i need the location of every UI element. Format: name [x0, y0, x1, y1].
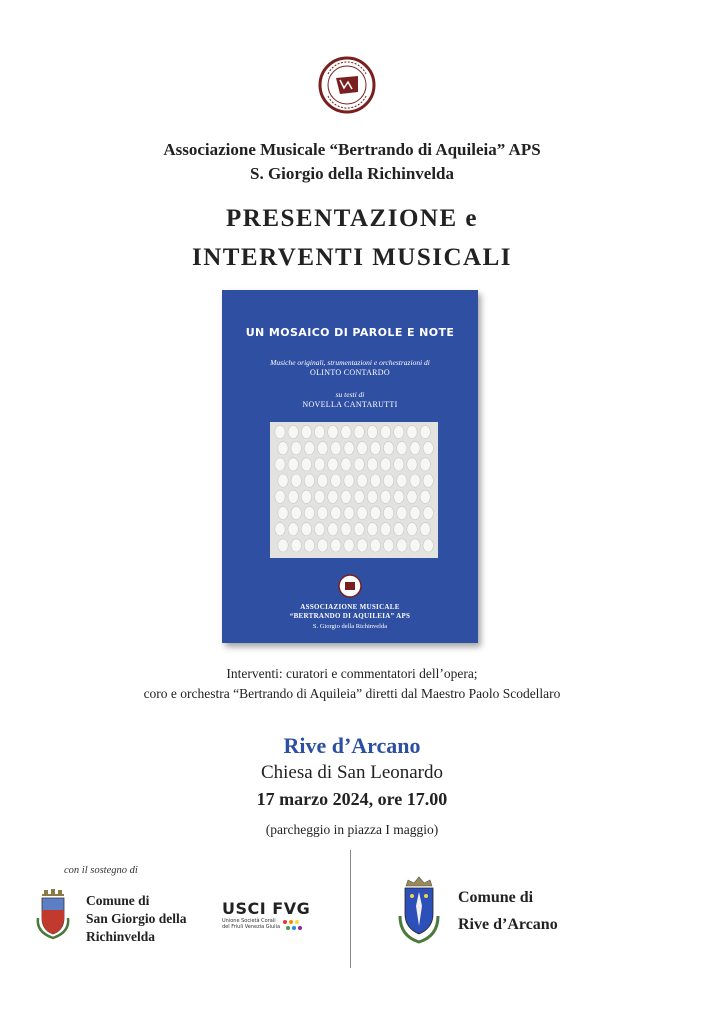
mosaic-tile [341, 425, 351, 438]
mosaic-tile [288, 490, 298, 503]
mosaic-tile [328, 523, 338, 536]
mosaic-tile [317, 442, 327, 455]
mosaic-tile [410, 442, 420, 455]
event-place: Rive d’Arcano [283, 733, 421, 758]
mosaic-tile [304, 442, 314, 455]
mosaic-tile [301, 425, 311, 438]
mosaic-tile [370, 442, 380, 455]
usci-subtitle-line1: Unione Società Corali [222, 918, 276, 924]
mosaic-tile [331, 474, 341, 487]
mosaic-tile [291, 474, 301, 487]
mosaic-tile [275, 458, 285, 471]
mosaic-tile [380, 425, 390, 438]
mosaic-tile [301, 458, 311, 471]
mosaic-tile [331, 506, 341, 519]
book-publisher-town: S. Giorgio della Richinvelda [312, 623, 388, 630]
mosaic-tile [328, 425, 338, 438]
mosaic-tile [288, 458, 298, 471]
interventi-line2: coro e orchestra “Bertrando di Aquileia” diretti dal Maestro Paolo Scodellaro [143, 686, 561, 701]
mosaic-tile [407, 523, 417, 536]
mosaic-tile [380, 523, 390, 536]
mosaic-tile [397, 442, 407, 455]
mosaic-tile [344, 506, 354, 519]
comune1-line1: Comune di [86, 893, 150, 908]
mosaic-tile [367, 425, 377, 438]
event-datetime: 17 marzo 2024, ore 17.00 [256, 789, 448, 809]
mosaic-tile [288, 425, 298, 438]
mosaic-tile [380, 458, 390, 471]
mosaic-tile [275, 425, 285, 438]
association-name: Associazione Musicale “Bertrando di Aquileia” APS [163, 140, 541, 159]
mosaic-tile [278, 442, 288, 455]
usci-fvg-logo [222, 899, 310, 930]
mosaic-tile [420, 425, 430, 438]
mosaic-tile [397, 474, 407, 487]
mosaic-tile [354, 458, 364, 471]
mosaic-tile [367, 458, 377, 471]
usci-subtitle-line2: del Friuli Venezia Giulia [222, 924, 281, 930]
mosaic-tile [328, 458, 338, 471]
san-giorgio-coat-of-arms-icon [34, 888, 72, 940]
mosaic-tile [291, 442, 301, 455]
mosaic-tile [304, 474, 314, 487]
mosaic-tile [383, 442, 393, 455]
book-subtitle: Musiche originali, strumentazioni e orchestrazioni di [270, 358, 430, 367]
usci-wordmark: USCI FVG [222, 899, 311, 918]
mosaic-tile [397, 506, 407, 519]
association-town: S. Giorgio della Richinvelda [249, 164, 455, 183]
interventi-line1: Interventi: curatori e commentatori dell’opera; [226, 666, 478, 681]
mosaic-tile [288, 523, 298, 536]
mosaic-tile [420, 523, 430, 536]
mosaic-tile [420, 490, 430, 503]
comune-rive-arcano-name [458, 884, 558, 938]
mosaic-tile [394, 523, 404, 536]
event-parking-note: (parcheggio in piazza I maggio) [265, 822, 439, 837]
mosaic-tile [383, 474, 393, 487]
mosaic-tile [394, 490, 404, 503]
mosaic-tile [278, 506, 288, 519]
mosaic-tile [301, 490, 311, 503]
mosaic-tile [344, 539, 354, 552]
mosaic-tile [423, 506, 433, 519]
book-seal-logo [338, 574, 362, 598]
mosaic-tile [314, 490, 324, 503]
mosaic-tile [423, 442, 433, 455]
mosaic-tile [423, 539, 433, 552]
mosaic-tile [317, 474, 327, 487]
mosaic-tile [397, 539, 407, 552]
event-venue: Chiesa di San Leonardo [260, 762, 444, 783]
book-publisher-line1: ASSOCIAZIONE MUSICALE [300, 603, 400, 611]
mosaic-tile [410, 474, 420, 487]
mosaic-tile [407, 490, 417, 503]
mosaic-tile [341, 490, 351, 503]
support-label: con il sostegno di [64, 865, 138, 876]
mosaic-tile [328, 490, 338, 503]
book-cover [222, 290, 478, 643]
mosaic-tile [354, 425, 364, 438]
mosaic-tile [317, 506, 327, 519]
footer-divider [350, 850, 351, 968]
book-texts-by: su testi di [335, 390, 365, 399]
mosaic-tile [331, 539, 341, 552]
mosaic-tile [407, 458, 417, 471]
mosaic-tile [344, 474, 354, 487]
mosaic-tile [304, 539, 314, 552]
mosaic-tile [410, 539, 420, 552]
mosaic-tile [275, 490, 285, 503]
comune1-line2: San Giorgio della [86, 911, 187, 926]
association-seal-logo [318, 56, 376, 114]
book-title: UN MOSAICO DI PAROLE E NOTE [245, 326, 455, 339]
book-publisher-line2: “BERTRANDO DI AQUILEIA” APS [289, 612, 411, 620]
mosaic-tile [317, 539, 327, 552]
mosaic-tile [407, 425, 417, 438]
mosaic-tile [301, 523, 311, 536]
book-composer: OLINTO CONTARDO [310, 368, 390, 377]
mosaic-tile [357, 442, 367, 455]
mosaic-tile [314, 425, 324, 438]
mosaic-tile [354, 523, 364, 536]
mosaic-tile [394, 458, 404, 471]
mosaic-tile [275, 523, 285, 536]
mosaic-tile [278, 474, 288, 487]
mosaic-tile [383, 539, 393, 552]
event-title-line1: PRESENTAZIONE e [226, 205, 478, 232]
mosaic-tile [341, 523, 351, 536]
book-author: NOVELLA CANTARUTTI [302, 400, 398, 409]
mosaic-tile [314, 523, 324, 536]
mosaic-tile [370, 506, 380, 519]
rive-arcano-coat-of-arms-icon [396, 876, 442, 946]
comune-san-giorgio-name [86, 892, 187, 946]
mosaic-tile [357, 506, 367, 519]
mosaic-tile [314, 458, 324, 471]
comune1-line3: Richinvelda [86, 929, 156, 944]
mosaic-tile [344, 442, 354, 455]
mosaic-tile [291, 506, 301, 519]
mosaic-tile [367, 490, 377, 503]
mosaic-tile [410, 506, 420, 519]
mosaic-tile [331, 442, 341, 455]
comune2-line1: Comune di [458, 889, 534, 906]
mosaic-tile [278, 539, 288, 552]
mosaic-tile [357, 539, 367, 552]
mosaic-tile [341, 458, 351, 471]
mosaic-tile [304, 506, 314, 519]
event-title-line2: INTERVENTI MUSICALI [191, 244, 513, 271]
mosaic-tile [370, 474, 380, 487]
mosaic-tile [383, 506, 393, 519]
mosaic-tile [354, 490, 364, 503]
mosaic-tile [423, 474, 433, 487]
mosaic-tile [357, 474, 367, 487]
usci-color-dots-icon [282, 919, 310, 931]
mosaic-artwork-image [270, 422, 438, 558]
mosaic-tile [380, 490, 390, 503]
mosaic-tile [420, 458, 430, 471]
mosaic-tile [291, 539, 301, 552]
mosaic-tile [367, 523, 377, 536]
mosaic-tile [370, 539, 380, 552]
comune2-line2: Rive d’Arcano [458, 916, 558, 933]
mosaic-tile [394, 425, 404, 438]
